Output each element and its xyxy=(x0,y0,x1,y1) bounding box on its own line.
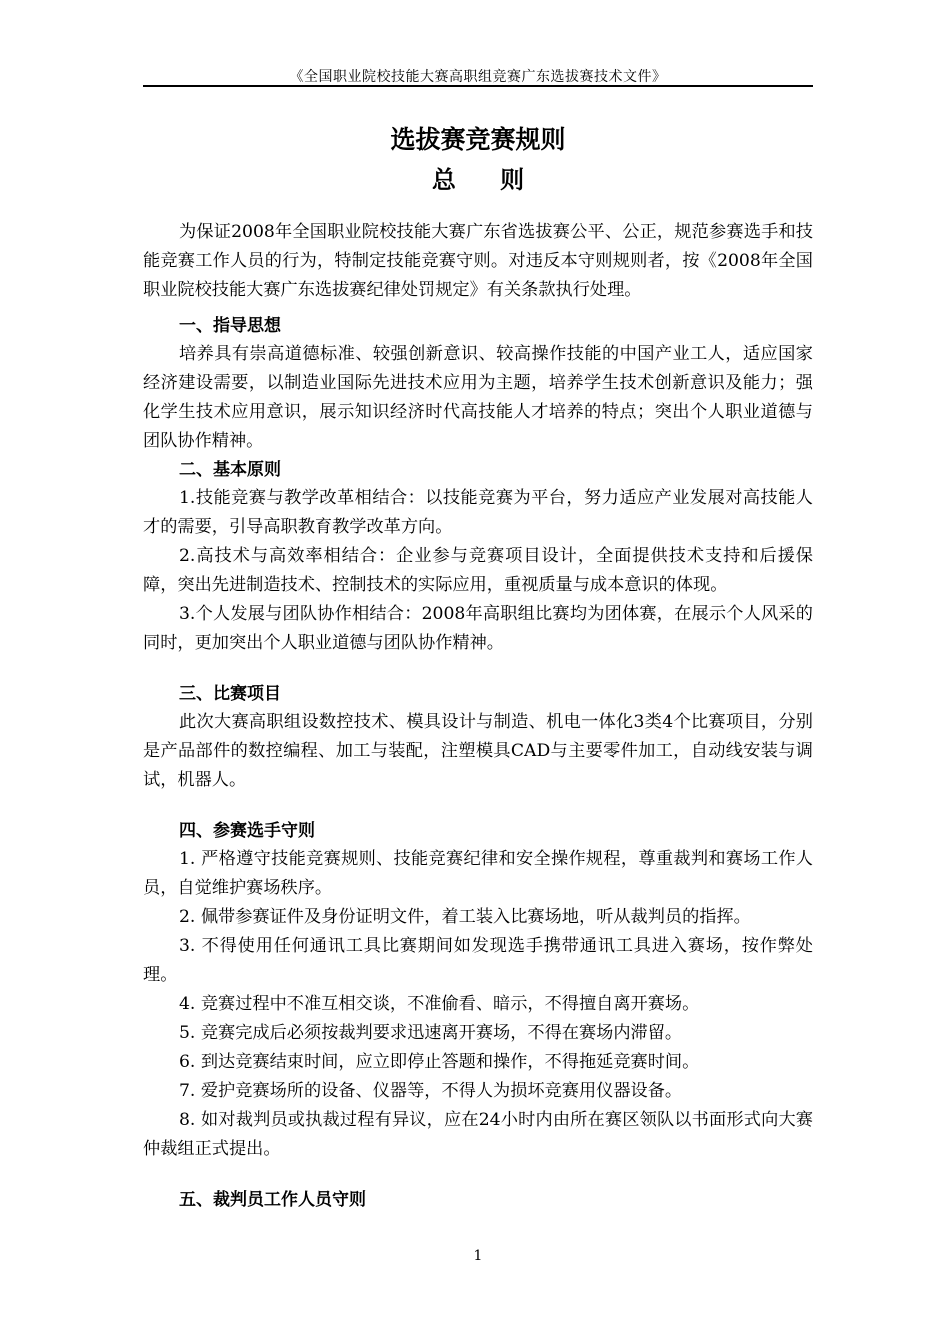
rule-item: 6. 到达竞赛结束时间，应立即停止答题和操作，不得拖延竞赛时间。 xyxy=(179,1052,700,1072)
document-subtitle: 总 则 xyxy=(431,166,525,194)
principle-item: 1.技能竞赛与教学改革相结合：以技能竞赛为平台，努力适应产业发展对高技能人才的需要，引导高职教育教学改革方向。 xyxy=(143,488,813,537)
rule-item: 1. 严格遵守技能竞赛规则、技能竞赛纪律和安全操作规程，尊重裁判和赛场工作人员，自觉维护赛场秩序。 xyxy=(143,849,813,898)
section-heading-referee-rules: 五、裁判员工作人员守则 xyxy=(179,1190,366,1210)
rule-item: 5. 竞赛完成后必须按裁判要求迅速离开赛场，不得在赛场内滞留。 xyxy=(179,1023,683,1043)
principle-item: 3.个人发展与团队协作相结合：2008年高职组比赛均为团体赛，在展示个人风采的同时，更加突出个人职业道德与团队协作精神。 xyxy=(143,604,813,653)
principle-item: 2.高技术与高效率相结合：企业参与竞赛项目设计，全面提供技术支持和后援保障，突出先进制造技术、控制技术的实际应用，重视质量与成本意识的体现。 xyxy=(143,546,813,595)
rule-item: 4. 竞赛过程中不准互相交谈，不准偷看、暗示，不得擅自离开赛场。 xyxy=(179,994,700,1014)
rule-item: 2. 佩带参赛证件及身份证明文件，着工装入比赛场地，听从裁判员的指挥。 xyxy=(179,907,751,927)
page-number: 1 xyxy=(473,1248,483,1264)
section-heading-principles: 二、基本原则 xyxy=(179,460,281,480)
events-paragraph: 此次大赛高职组设数控技术、模具设计与制造、机电一体化3类4个比赛项目，分别是产品部件的数控编程、加工与装配，注塑模具CAD与主要零件加工，自动线安装与调试，机器人。 xyxy=(143,712,813,790)
intro-paragraph: 为保证2008年全国职业院校技能大赛广东省选拔赛公平、公正，规范参赛选手和技能竞赛工作人员的行为，特制定技能竞赛守则。对违反本守则规则者，按《2008年全国职业院校技能大赛广东选拔赛纪律处罚规定》有关条款执行处理。 xyxy=(143,222,813,300)
rule-item: 7. 爱护竞赛场所的设备、仪器等，不得人为损坏竞赛用仪器设备。 xyxy=(179,1081,683,1101)
rule-item: 8. 如对裁判员或执裁过程有异议，应在24小时内由所在赛区领队以书面形式向大赛仲裁组正式提出。 xyxy=(143,1110,813,1159)
section-heading-events: 三、比赛项目 xyxy=(179,684,281,704)
document-title: 选拔赛竞赛规则 xyxy=(390,125,566,154)
section-heading-guiding: 一、指导思想 xyxy=(179,316,281,336)
section-heading-contestant-rules: 四、参赛选手守则 xyxy=(179,821,315,841)
document-body xyxy=(143,218,813,1214)
header-rule xyxy=(143,85,813,87)
rule-item: 3. 不得使用任何通讯工具比赛期间如发现选手携带通讯工具进入赛场，按作弊处理。 xyxy=(143,936,813,985)
running-header: 《全国职业院校技能大赛高职组竞赛广东选拔赛技术文件》 xyxy=(289,69,667,85)
guiding-paragraph: 培养具有崇高道德标准、较强创新意识、较高操作技能的中国产业工人，适应国家经济建设需要，以制造业国际先进技术应用为主题，培养学生技术创新意识及能力；强化学生技术应用意识，展示知识经济时代高技能人才培养的特点；突出个人职业道德与团队协作精神。 xyxy=(143,344,813,451)
